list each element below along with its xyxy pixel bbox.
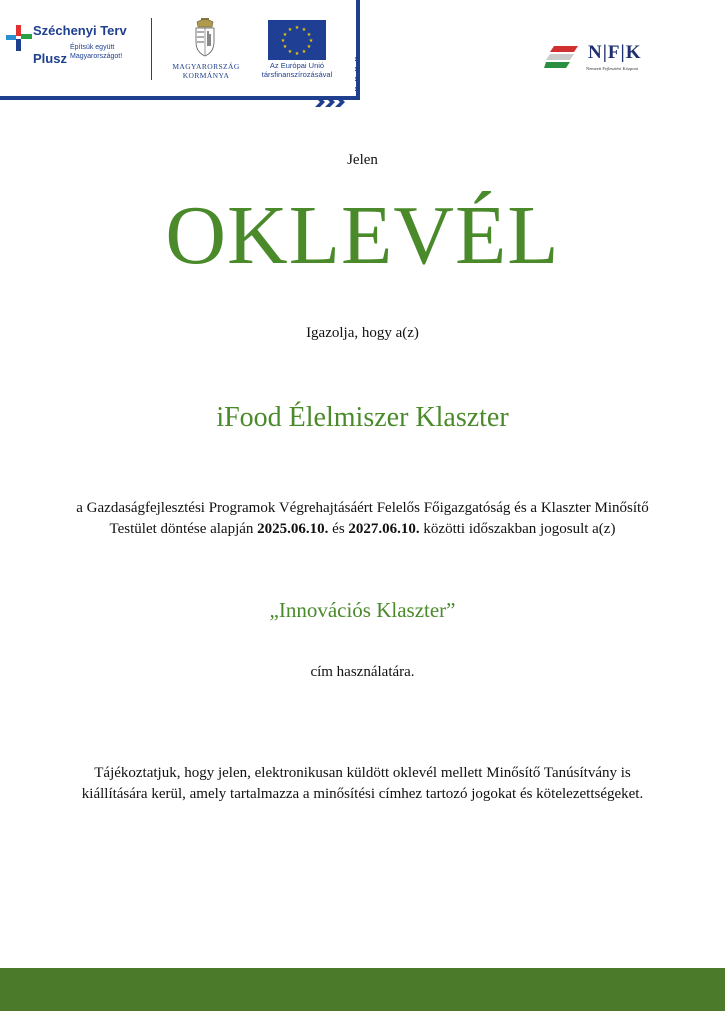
svg-text:★: ★	[287, 49, 293, 55]
decision-text-and: és	[328, 521, 349, 537]
eu-funding-label	[256, 61, 338, 79]
eu-flag-icon	[268, 20, 326, 60]
government-label-line1: MAGYARORSZÁG	[172, 62, 240, 71]
coat-of-arms-icon	[192, 18, 218, 58]
nfk-stripes-icon	[544, 44, 584, 72]
decision-paragraph	[70, 498, 655, 540]
szechenyi-title-plus: Plusz	[33, 51, 67, 66]
svg-text:★: ★	[306, 32, 312, 38]
svg-text:★: ★	[282, 32, 288, 38]
svg-text:★: ★	[301, 27, 307, 33]
svg-text:★: ★	[294, 51, 300, 57]
government-label-line2: KORMÁNYA	[182, 71, 230, 80]
svg-text:★: ★	[308, 38, 314, 44]
certifies-text: Igazolja, hogy a(z)	[306, 325, 419, 341]
chevron-decoration-bottom	[315, 97, 355, 107]
award-title: „Innovációs Klaszter”	[269, 598, 456, 622]
svg-text:★: ★	[294, 25, 300, 31]
government-label	[166, 62, 246, 80]
eu-funding-line2: társfinanszírozásával	[261, 70, 333, 79]
svg-text:★: ★	[301, 49, 307, 55]
nfk-logo-text: N|F|K	[588, 42, 642, 63]
svg-text:★: ★	[282, 44, 288, 50]
szechenyi-plus-icon	[6, 25, 32, 51]
decision-text-part2: közötti időszakban jogosult a(z)	[419, 521, 616, 537]
info-paragraph: Tájékoztatjuk, hogy jelen, elektronikusan küldött oklevél mellett Minősítő Tanúsítvány is kiállítására kerül, amely tartalmazza a minősítési címhez tartozó jogokat és kötelezettségeket.	[81, 765, 644, 802]
szechenyi-title: Széchenyi Terv	[33, 23, 127, 38]
szechenyi-tagline-line2: Magyarországot!	[70, 53, 123, 60]
chevron-decoration-right: » » » »	[354, 54, 361, 95]
szechenyi-tagline-line1: Építsük együtt	[70, 44, 115, 51]
date-to: 2027.06.10.	[348, 521, 420, 537]
svg-text:★: ★	[280, 38, 286, 44]
intro-text: Jelen	[347, 152, 378, 168]
certificate-title: OKLEVÉL	[165, 189, 560, 282]
szechenyi-tagline	[70, 43, 122, 61]
svg-text:★: ★	[287, 27, 293, 33]
nfk-subtitle: Nemzeti Fejlesztési Központ	[586, 66, 638, 71]
header-divider	[151, 18, 152, 80]
award-usage-text: cím használatára.	[310, 664, 415, 680]
svg-text:★: ★	[306, 44, 312, 50]
decision-text-part1: a Gazdaságfejlesztési Programok Végrehajtásáért Felelős Főigazgatóság és a Klaszter Minősítő Testület döntése alapján	[76, 500, 649, 537]
footer-bar	[0, 968, 725, 1011]
eu-funding-line1: Az Európai Unió	[269, 61, 325, 70]
organization-name: iFood Élelmiszer Klaszter	[216, 402, 509, 433]
date-from: 2025.06.10.	[257, 521, 329, 537]
